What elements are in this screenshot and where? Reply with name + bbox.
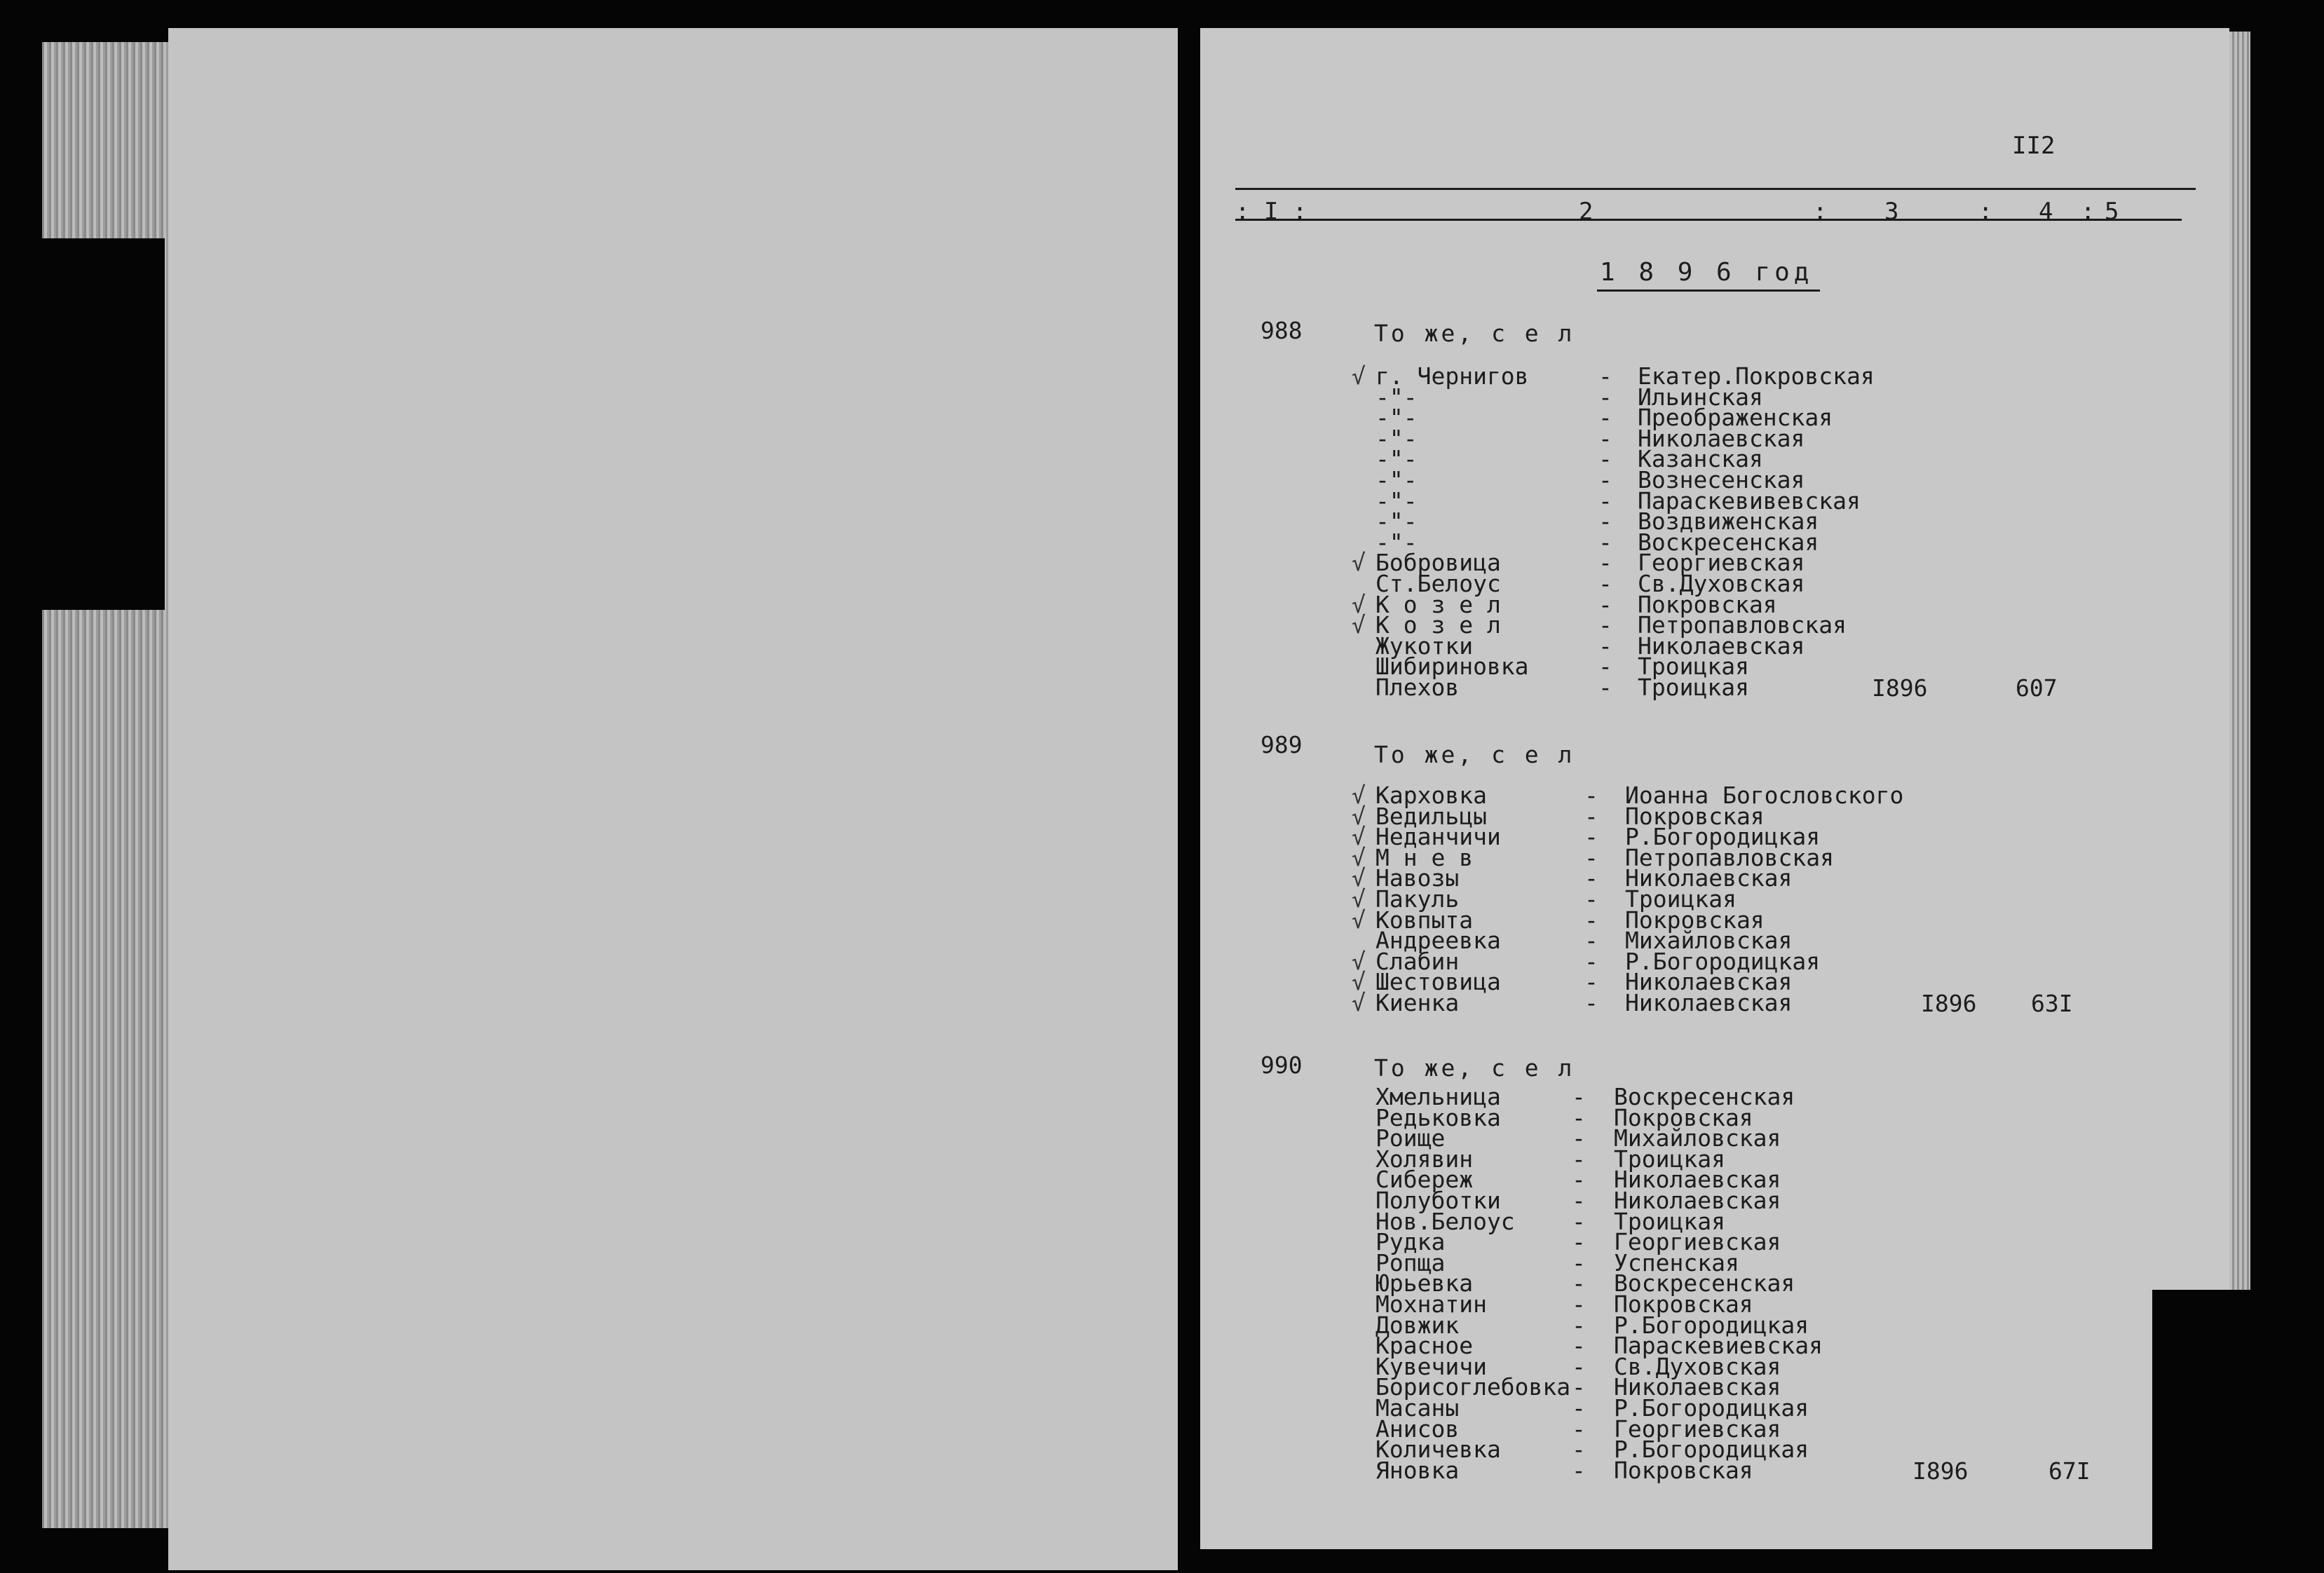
row-dash: - xyxy=(1598,590,1612,618)
village-name: К о з е л xyxy=(1375,590,1501,618)
church-name: Троицкая xyxy=(1638,674,1749,701)
row-dash: - xyxy=(1584,906,1598,934)
row-dash: - xyxy=(1584,823,1598,851)
village-name: Красное xyxy=(1375,1332,1474,1360)
group-total-count: 607 xyxy=(2016,674,2058,702)
table-row xyxy=(1352,864,2123,892)
church-name: Николаевская xyxy=(1625,968,1793,996)
village-name: Андреевка xyxy=(1375,927,1501,955)
right-page-edge xyxy=(2229,32,2250,1307)
church-name: Николаевская xyxy=(1625,864,1793,892)
group-title: То же, с е л xyxy=(1374,1054,1575,1082)
check-mark: √ xyxy=(1352,823,1366,851)
church-name: Покровская xyxy=(1614,1291,1753,1318)
church-name: Преображенская xyxy=(1638,404,1833,432)
village-name: М н е в xyxy=(1375,843,1474,871)
church-name: Покровская xyxy=(1614,1103,1753,1131)
church-name: Троицкая xyxy=(1614,1207,1725,1235)
row-dash: - xyxy=(1572,1187,1586,1214)
church-name: Иоанна Богословского xyxy=(1625,782,1904,809)
row-dash: - xyxy=(1572,1394,1586,1422)
village-name: Юрьевка xyxy=(1375,1269,1474,1298)
group-total-year: I896 xyxy=(1872,674,1928,702)
table-row xyxy=(1352,674,2123,701)
church-name: Вознесенская xyxy=(1638,466,1805,493)
church-name: Покровская xyxy=(1614,1456,1753,1484)
check-mark: √ xyxy=(1352,590,1366,618)
row-dash: - xyxy=(1598,674,1612,701)
village-name: Сиберeж xyxy=(1375,1166,1474,1194)
row-dash: - xyxy=(1572,1373,1586,1401)
village-name: Мохнатин xyxy=(1375,1291,1487,1318)
church-name: Успенская xyxy=(1614,1248,1739,1276)
header-col-3: 3 xyxy=(1884,198,1899,226)
row-dash: - xyxy=(1598,611,1612,639)
village-name: -"- xyxy=(1375,528,1418,556)
church-name: Воскресенская xyxy=(1614,1269,1795,1298)
group-total-count: 63I xyxy=(2031,990,2073,1017)
village-name: Шестовица xyxy=(1375,968,1501,996)
group-number: 990 xyxy=(1260,1051,1303,1079)
village-name: Холявин xyxy=(1375,1145,1474,1173)
village-name: Киенка xyxy=(1375,989,1460,1016)
village-name: -"- xyxy=(1375,383,1418,411)
row-dash: - xyxy=(1584,885,1598,913)
church-name: Покровская xyxy=(1638,590,1777,618)
row-dash: - xyxy=(1572,1166,1586,1194)
church-name: Св.Духовская xyxy=(1638,570,1805,597)
village-name: Ст.Белоус xyxy=(1375,570,1501,597)
church-name: Троицкая xyxy=(1614,1145,1725,1173)
village-name: Рудка xyxy=(1375,1228,1446,1256)
left-dark-tab xyxy=(42,238,165,610)
village-name: -"- xyxy=(1375,424,1418,452)
church-name: Казанская xyxy=(1638,445,1763,473)
church-name: Параскевиевская xyxy=(1614,1332,1823,1360)
row-dash: - xyxy=(1584,989,1598,1016)
church-name: Воздвиженская xyxy=(1638,508,1819,536)
village-name: Бобровица xyxy=(1375,549,1501,577)
church-name: Николаевская xyxy=(1614,1373,1781,1401)
row-dash: - xyxy=(1572,1456,1586,1484)
church-name: Св.Духовская xyxy=(1614,1352,1781,1380)
row-dash: - xyxy=(1572,1311,1586,1339)
row-dash: - xyxy=(1598,549,1612,577)
check-mark: √ xyxy=(1352,802,1366,830)
village-name: Слабин xyxy=(1375,947,1460,975)
group-title: То же, с е л xyxy=(1374,320,1575,347)
village-name: Анисов xyxy=(1375,1415,1460,1443)
church-name: Михайловская xyxy=(1614,1124,1781,1152)
church-name: Георгиевская xyxy=(1614,1228,1781,1256)
church-name: Георгиевская xyxy=(1638,549,1805,577)
group-number: 988 xyxy=(1260,317,1303,344)
header-rule-top xyxy=(1235,188,2196,190)
village-name: -"- xyxy=(1375,466,1418,493)
row-dash: - xyxy=(1598,362,1612,390)
page-number: II2 xyxy=(2012,132,2055,160)
row-dash: - xyxy=(1598,632,1612,660)
village-name: Шибириновка xyxy=(1375,653,1529,681)
row-dash: - xyxy=(1572,1436,1586,1464)
village-name: Хмельница xyxy=(1375,1083,1501,1110)
row-dash: - xyxy=(1572,1415,1586,1443)
church-name: Николаевская xyxy=(1625,989,1793,1016)
check-mark: √ xyxy=(1352,906,1366,934)
church-name: Екатер.Покровская xyxy=(1638,362,1875,390)
village-name: -"- xyxy=(1375,445,1418,473)
check-mark: √ xyxy=(1352,611,1366,639)
row-dash: - xyxy=(1572,1291,1586,1318)
row-dash: - xyxy=(1572,1248,1586,1276)
group-title: То же, с е л xyxy=(1374,741,1575,768)
church-name: Ильинская xyxy=(1638,383,1763,411)
row-dash: - xyxy=(1572,1228,1586,1256)
village-name: Нов.Белоус xyxy=(1375,1207,1515,1235)
check-mark: √ xyxy=(1352,989,1366,1016)
header-sep-3: : xyxy=(2081,198,2095,226)
left-page xyxy=(168,28,1178,1570)
header-col-1: : I : xyxy=(1235,198,1307,226)
row-dash: - xyxy=(1572,1145,1586,1173)
church-name: Петропавловская xyxy=(1625,843,1835,871)
row-dash: - xyxy=(1572,1352,1586,1380)
church-name: Воскресенская xyxy=(1614,1083,1795,1110)
church-name: Покровская xyxy=(1625,906,1765,934)
church-name: Георгиевская xyxy=(1614,1415,1781,1443)
church-name: Михайловская xyxy=(1625,927,1793,955)
year-heading: 1 8 9 6 год xyxy=(1597,258,1820,292)
row-dash: - xyxy=(1584,947,1598,975)
village-name: Редьковка xyxy=(1375,1103,1501,1131)
church-name: Николаевская xyxy=(1638,424,1805,452)
row-dash: - xyxy=(1598,404,1612,432)
village-name: -"- xyxy=(1375,404,1418,432)
right-dark-notch xyxy=(2152,1290,2324,1573)
check-mark: √ xyxy=(1352,947,1366,975)
row-dash: - xyxy=(1584,968,1598,996)
row-dash: - xyxy=(1584,843,1598,871)
row-dash: - xyxy=(1598,528,1612,556)
check-mark: √ xyxy=(1352,864,1366,892)
village-name: К о з е л xyxy=(1375,611,1501,639)
check-mark: √ xyxy=(1352,968,1366,996)
village-name: Кувечичи xyxy=(1375,1352,1487,1380)
row-dash: - xyxy=(1584,864,1598,892)
church-name: Николаевская xyxy=(1638,632,1805,660)
village-name: Жукотки xyxy=(1375,632,1474,660)
row-dash: - xyxy=(1584,927,1598,955)
church-name: Р.Богородицкая xyxy=(1614,1394,1809,1422)
header-col-2: 2 xyxy=(1579,198,1593,226)
village-name: Навозы xyxy=(1375,864,1460,892)
row-dash: - xyxy=(1584,782,1598,809)
village-name: Неданчичи xyxy=(1375,823,1501,851)
row-dash: - xyxy=(1572,1124,1586,1152)
church-name: Воскресенская xyxy=(1638,528,1819,556)
row-dash: - xyxy=(1598,570,1612,597)
row-dash: - xyxy=(1598,653,1612,681)
row-dash: - xyxy=(1584,802,1598,830)
church-name: Параскевивевская xyxy=(1638,486,1861,515)
church-name: Троицкая xyxy=(1638,653,1749,681)
header-col-4: 4 xyxy=(2039,198,2053,226)
village-name: Плехов xyxy=(1375,674,1460,701)
church-name: Р.Богородицкая xyxy=(1614,1436,1809,1464)
row-dash: - xyxy=(1572,1269,1586,1298)
church-name: Р.Богородицкая xyxy=(1625,823,1821,851)
table-row xyxy=(1352,1456,2123,1484)
row-dash: - xyxy=(1572,1103,1586,1131)
village-name: -"- xyxy=(1375,486,1418,515)
row-dash: - xyxy=(1598,466,1612,493)
group-total-count: 67I xyxy=(2048,1457,2091,1485)
village-name: Полуботки xyxy=(1375,1187,1501,1214)
village-name: Ропща xyxy=(1375,1248,1446,1276)
village-name: Ведильцы xyxy=(1375,802,1487,830)
church-name: Николаевская xyxy=(1614,1187,1781,1214)
header-sep-2: : xyxy=(1978,198,1993,226)
table-row xyxy=(1352,989,2123,1016)
row-dash: - xyxy=(1572,1083,1586,1110)
group-total-year: I896 xyxy=(1921,990,1977,1017)
check-mark: √ xyxy=(1352,782,1366,809)
village-name: -"- xyxy=(1375,508,1418,536)
check-mark: √ xyxy=(1352,362,1366,390)
village-name: Количевка xyxy=(1375,1436,1501,1464)
header-col-5: 5 xyxy=(2105,198,2119,226)
church-name: Р.Богородицкая xyxy=(1614,1311,1809,1339)
village-name: Ковпыта xyxy=(1375,906,1474,934)
village-name: Пакуль xyxy=(1375,885,1460,913)
check-mark: √ xyxy=(1352,843,1366,871)
row-dash: - xyxy=(1598,383,1612,411)
church-name: Р.Богородицкая xyxy=(1625,947,1821,975)
row-dash: - xyxy=(1598,486,1612,515)
check-mark: √ xyxy=(1352,885,1366,913)
church-name: Петропавловская xyxy=(1638,611,1847,639)
row-dash: - xyxy=(1598,424,1612,452)
group-total-year: I896 xyxy=(1912,1457,1969,1485)
village-name: Довжик xyxy=(1375,1311,1460,1339)
row-dash: - xyxy=(1598,445,1612,473)
row-dash: - xyxy=(1572,1207,1586,1235)
village-name: Борисоглебовка xyxy=(1375,1373,1571,1401)
header-sep-1: : xyxy=(1813,198,1828,226)
village-name: Роище xyxy=(1375,1124,1446,1152)
village-name: Яновка xyxy=(1375,1456,1460,1484)
church-name: Покровская xyxy=(1625,802,1765,830)
church-name: Троицкая xyxy=(1625,885,1737,913)
church-name: Николаевская xyxy=(1614,1166,1781,1194)
village-name: г. Чернигов xyxy=(1375,362,1529,390)
row-dash: - xyxy=(1598,508,1612,536)
group-number: 989 xyxy=(1260,731,1303,758)
village-name: Масаны xyxy=(1375,1394,1460,1422)
row-dash: - xyxy=(1572,1332,1586,1360)
village-name: Карховка xyxy=(1375,782,1487,809)
check-mark: √ xyxy=(1352,549,1366,577)
